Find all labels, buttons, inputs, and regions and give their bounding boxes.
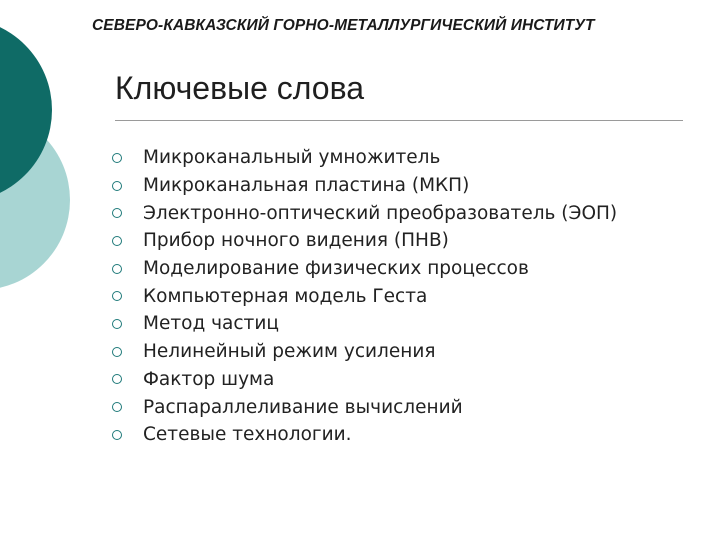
circle-bullet-icon (112, 347, 122, 357)
keyword-list (112, 144, 617, 449)
keyword-text: Распараллеливание вычислений (143, 396, 463, 418)
keyword-item (112, 172, 617, 200)
keyword-text: Сетевые технологии. (143, 424, 352, 446)
circle-bullet-icon (112, 319, 122, 329)
circle-bullet-icon (112, 402, 122, 412)
keyword-text: Нелинейный режим усиления (143, 341, 436, 363)
keyword-text: Моделирование физических процессов (143, 258, 529, 280)
keyword-item (112, 255, 617, 283)
keyword-text: Микроканальная пластина (МКП) (143, 175, 470, 197)
keyword-item (112, 282, 617, 310)
keyword-item (112, 227, 617, 255)
keyword-text: Компьютерная модель Геста (143, 285, 428, 307)
circle-bullet-icon (112, 374, 122, 384)
circle-bullet-icon (112, 430, 122, 440)
keyword-item (112, 199, 617, 227)
circle-bullet-icon (112, 291, 122, 301)
keyword-text: Прибор ночного видения (ПНВ) (143, 230, 449, 252)
institute-header: СЕВЕРО-КАВКАЗСКИЙ ГОРНО-МЕТАЛЛУРГИЧЕСКИЙ ИНСТИТУТ (92, 17, 595, 34)
keyword-item (112, 144, 617, 172)
circle-bullet-icon (112, 236, 122, 246)
slide-title: Ключевые слова (115, 70, 365, 106)
circle-bullet-icon (112, 153, 122, 163)
decorative-circles (0, 0, 80, 300)
keyword-item (112, 338, 617, 366)
keyword-item (112, 366, 617, 394)
keyword-text: Электронно-оптический преобразователь (ЭОП) (143, 202, 618, 224)
title-divider (115, 120, 683, 121)
keyword-text: Метод частиц (143, 313, 279, 335)
keyword-text: Фактор шума (143, 368, 275, 390)
keyword-item (112, 310, 617, 338)
circle-bullet-icon (112, 181, 122, 191)
keyword-item (112, 421, 617, 449)
circle-bullet-icon (112, 208, 122, 218)
keyword-item (112, 393, 617, 421)
keyword-text: Микроканальный умножитель (143, 147, 441, 169)
circle-bullet-icon (112, 264, 122, 274)
